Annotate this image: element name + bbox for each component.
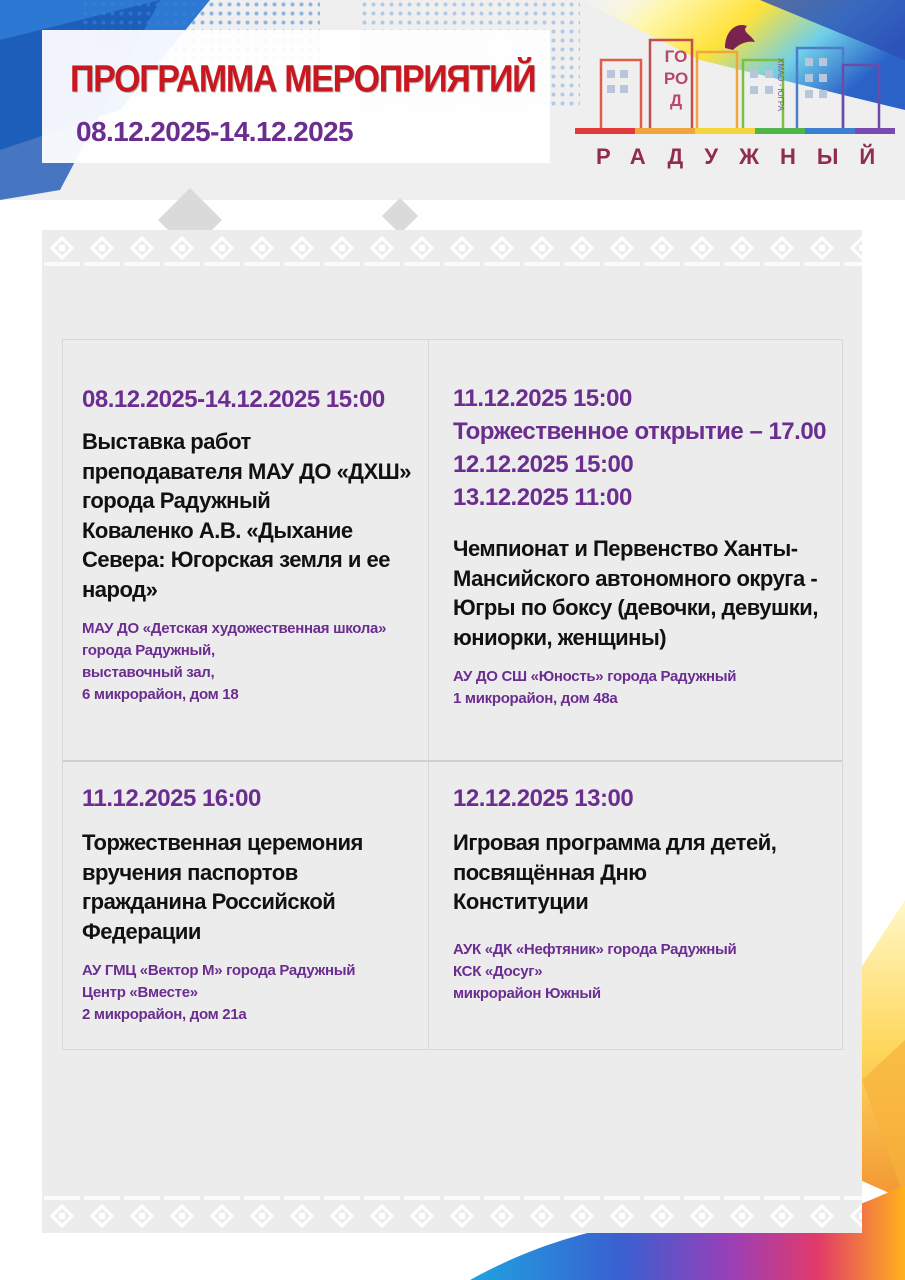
- logo-region-text: ХМАО - ЮГРА: [776, 58, 785, 112]
- event-date: 12.12.2025 13:00: [453, 785, 634, 812]
- event-title: Игровая программа для детей, посвящённая Дню Конституции: [453, 830, 777, 914]
- event-card-4: [453, 782, 776, 1005]
- event-location: АУ ДО СШ «Юность» города Радужный 1 микрорайон, дом 48а: [453, 668, 737, 707]
- page-title: ПРОГРАММА МЕРОПРИЯТИЙ: [70, 58, 536, 101]
- event-date: 11.12.2025 15:00 Торжественное открытие – 17.00 12.12.2025 15:00 13.12.2025 11:00: [453, 385, 827, 511]
- event-card-2: [453, 382, 826, 710]
- ornament-top: [42, 232, 862, 272]
- grid-divider-vertical: [428, 340, 429, 1049]
- event-card-3: [82, 782, 363, 1026]
- grid-divider-horizontal: [63, 760, 842, 762]
- event-title: Чемпионат и Первенство Ханты- Мансийского автономного округа - Югры по боксу (девочки, девушки, юниорки, женщины): [453, 536, 818, 650]
- ornament-bottom: [42, 1192, 862, 1232]
- event-title: Выставка работ преподавателя МАУ ДО «ДХШ» города Радужный Коваленко А.В. «Дыхание Севера: Югорская земля и ее народ»: [82, 429, 411, 602]
- event-card-1: [82, 383, 411, 706]
- logo-vertical-word: ГОРОД: [663, 47, 689, 110]
- event-location: МАУ ДО «Детская художественная школа» города Радужный, выставочный зал, 6 микрорайон, дом 18: [82, 620, 387, 703]
- event-title: Торжественная церемония вручения паспортов гражданина Российской Федерации: [82, 830, 363, 944]
- event-date: 11.12.2025 16:00: [82, 785, 261, 812]
- event-location: АУК «ДК «Нефтяник» города Радужный КСК «Досуг» микрорайон Южный: [453, 940, 737, 1002]
- event-location: АУ ГМЦ «Вектор М» города Радужный Центр «Вместе» 2 микрорайон, дом 21а: [82, 962, 356, 1023]
- event-date: 08.12.2025-14.12.2025 15:00: [82, 386, 385, 413]
- page-dates: 08.12.2025-14.12.2025: [76, 116, 353, 147]
- logo-city-word: РАДУЖНЫЙ: [596, 144, 897, 169]
